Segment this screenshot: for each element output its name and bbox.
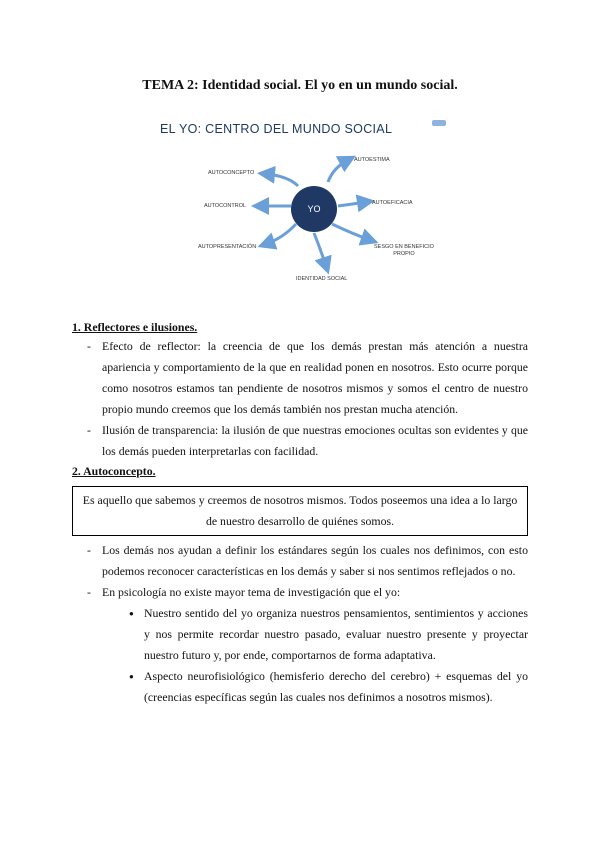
bullet-item: [72, 603, 528, 666]
item-text: Efecto de reflector: la creencia de que los demás prestan más atención a nuestra apariencia y comportamiento de la que en realidad ponen en nosotros. Esto ocurre porque como nosotros estamos tan pendiente de nosotros mismos y somos el centro de nuestro propio mundo creemos que los demás también nos prestan mucha atención.: [102, 339, 528, 416]
page-title: TEMA 2: Identidad social. El yo en un mundo social.: [142, 78, 458, 93]
yo-circle: YO: [291, 186, 337, 232]
label-sesgo-line2: PROPIO: [393, 251, 415, 257]
label-identidad-social: IDENTIDAD SOCIAL: [296, 276, 348, 282]
arrow-identidad: [314, 233, 326, 266]
bullet-item: [72, 666, 528, 708]
label-autoeficacia: AUTOEFICACIA: [372, 200, 413, 206]
arrow-autoestima: [328, 160, 348, 182]
list-item: - Efecto de reflector: la creencia de que los demás prestan más atención a nuestra apariencia y comportamiento de la que en realidad ponen en nosotros. Esto ocurre porque como nosotros estamos tan pendiente de nosotros mismos y somos el centro de nuestro propio mundo creemos que los demás también nos prestan mucha atención.: [87, 339, 528, 416]
arrow-autopresentacion: [266, 224, 296, 244]
diagram-yo-centro: [148, 116, 448, 302]
label-sesgo: [374, 244, 434, 258]
arrow-sesgo: [332, 224, 370, 240]
list-item: - Ilusión de transparencia: la ilusión de que nuestras emociones ocultas son evidentes y que los demás pueden interpretarlas con facilidad.: [87, 423, 528, 458]
section-1-heading: 1. Reflectores e ilusiones.: [72, 320, 198, 334]
bullet-icon: ●: [129, 609, 134, 618]
label-autoestima: AUTOESTIMA: [354, 157, 390, 163]
item-text: Ilusión de transparencia: la ilusión de que nuestras emociones ocultas son evidentes y que los demás pueden interpretarlas con facilidad.: [102, 423, 528, 458]
bullet-text: Nuestro sentido del yo organiza nuestros pensamientos, sentimientos y acciones y nos permite recordar nuestro pasado, evaluar nuestro presente y proyectar nuestro futuro y, por ende, comportarnos de forma adaptativa.: [144, 606, 528, 662]
bullet-icon: ●: [129, 672, 134, 681]
document-body: [72, 318, 528, 708]
label-autoconcepto: AUTOCONCEPTO: [208, 170, 255, 176]
label-autocontrol: AUTOCONTROL: [204, 203, 247, 209]
arrow-autoeficacia: [338, 202, 366, 206]
list-item: - En psicología no existe mayor tema de investigación que el yo:: [87, 585, 401, 599]
section-2-heading: 2. Autoconcepto.: [72, 464, 156, 478]
definition-box: Es aquello que sabemos y creemos de nosotros mismos. Todos poseemos una idea a lo largo de nuestro desarrollo de quiénes somos.: [72, 486, 528, 536]
label-autopresentacion: AUTOPRESENTACIÓN: [198, 244, 257, 250]
diagram-title: EL YO: CENTRO DEL MUNDO SOCIAL: [160, 122, 393, 136]
item-text: En psicología no existe mayor tema de investigación que el yo:: [102, 585, 401, 599]
arrow-autoconcepto: [266, 174, 298, 186]
list-item: - Los demás nos ayudan a definir los estándares según los cuales nos definimos, con esto podemos reconocer características en los demás y saber si nos sentimos reflejados o no.: [87, 543, 528, 578]
item-text: Los demás nos ayudan a definir los estándares según los cuales nos definimos, con esto podemos reconocer características en los demás y saber si nos sentimos reflejados o no.: [102, 543, 528, 578]
bullet-text: Aspecto neurofisiológico (hemisferio derecho del cerebro) + esquemas del yo (creencias específicas según las cuales nos definimos a nosotros mismos).: [144, 669, 528, 704]
label-sesgo-line1: SESGO EN BENEFICIO: [374, 244, 434, 250]
